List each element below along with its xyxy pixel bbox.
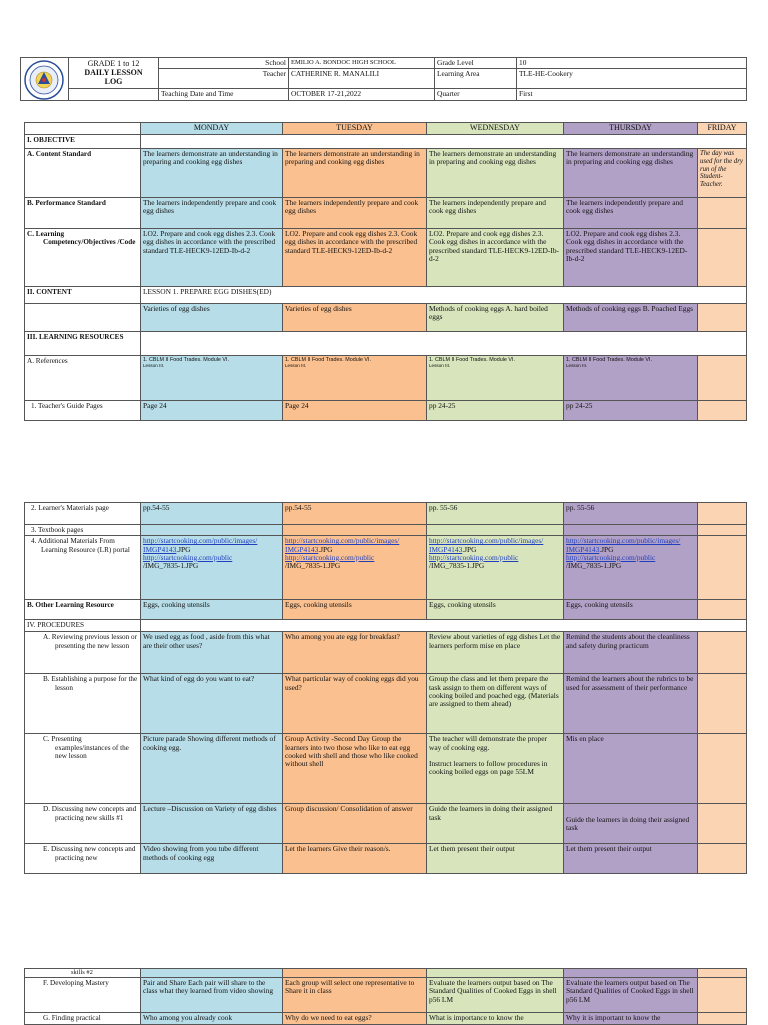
grade-level-value: 10 <box>517 58 747 69</box>
link-img-wed-b[interactable]: es/ IMGP4143 <box>429 536 544 554</box>
proc-c-label: C. Presenting examples/instances of the new lesson <box>25 734 141 804</box>
tg-tue: Page 24 <box>283 401 427 421</box>
proc-g-tue: Why do we need to eat eggs? <box>283 1013 427 1025</box>
day-thursday: THURSDAY <box>564 123 698 135</box>
proc-c-wed-1: The teacher will demonstrate the proper way of cooking egg. <box>429 734 547 752</box>
competency-mon: LO2. Prepare and cook egg dishes 2.3. Cook egg dishes in accordance with the prescribed standard TLE-HECK9-12ED-Ib-d-2 <box>141 229 283 287</box>
references-label: A. References <box>25 356 141 401</box>
content-standard-wed: The learners demonstrate an understanding in preparing and cooking egg dishes <box>427 149 564 198</box>
link-img-mon-b[interactable]: es/ IMGP4143 <box>143 536 258 554</box>
link-img-tue-b[interactable]: es/ IMGP4143 <box>285 536 400 554</box>
tg-wed: pp 24-25 <box>427 401 564 421</box>
proc-d-tue: Group discussion/ Consolidation of answer <box>283 804 427 844</box>
other-mon: Eggs, cooking utensils <box>141 600 283 620</box>
tg-thu: pp 24-25 <box>564 401 698 421</box>
ref-mon: 1. CBLM II Food Trades. Module VI. <box>143 357 229 363</box>
topic-thu: Methods of cooking eggs B. Poached Eggs <box>564 304 698 332</box>
proc-g-wed: What is importance to know the <box>427 1013 564 1025</box>
day-wednesday: WEDNESDAY <box>427 123 564 135</box>
skills2-label: skills #2 <box>25 969 141 978</box>
performance-mon: The learners independently prepare and cook egg dishes <box>141 198 283 229</box>
grade-level-label: Grade Level <box>435 58 517 69</box>
day-tuesday: TUESDAY <box>283 123 427 135</box>
lm-wed: pp. 55-56 <box>427 503 564 525</box>
tb-label: 3. Textbook pages <box>25 525 141 536</box>
proc-e-mon: Video showing from you tube different methods of cooking egg <box>141 844 283 874</box>
link-ext-thu: .JPG <box>599 544 614 554</box>
lesson-table-3 <box>24 968 747 1025</box>
proc-g-mon: Who among you already cook <box>141 1013 283 1025</box>
date-label: Teaching Date and Time <box>159 89 289 101</box>
lesson-table-2 <box>24 502 747 874</box>
proc-a-thu: Remind the students about the cleanliness and safety during practicum <box>564 632 698 674</box>
proc-b-label: B. Establishing a purpose for the lesson <box>25 674 141 734</box>
proc-b-thu: Remind the learners about the rubrics to be used for assessment of their performance <box>564 674 698 734</box>
proc-a-mon: We used egg as food , aside from this what are their other uses? <box>141 632 283 674</box>
proc-d-thu: Guide the learners in doing their assigned task <box>564 804 698 844</box>
performance-tue: The learners independently prepare and cook egg dishes <box>283 198 427 229</box>
header-table <box>20 57 747 101</box>
content-standard-thu: The learners demonstrate an understanding in preparing and cooking egg dishes <box>564 149 698 198</box>
topic-wed: Methods of cooking eggs A. hard boiled eggs <box>427 304 564 332</box>
ref-mon-lesson: Lesson III. <box>143 363 165 369</box>
link2-tue-b: /IMG_7835-1.JPG <box>285 561 341 571</box>
proc-f-thu: Evaluate the learners output based on The Standard Qualities of Cooked Eggs in shell p56 LM <box>564 978 698 1013</box>
proc-e-tue: Let the learners Give their reason/s. <box>283 844 427 874</box>
proc-c-wed-2: Instruct learners to follow procedures in cooking boiled eggs on page 55LM <box>429 758 548 777</box>
link-ext-wed: .JPG <box>462 544 477 554</box>
learning-area-value: TLE-HE-Cookery <box>517 69 747 89</box>
proc-e-wed: Let them present their output <box>427 844 564 874</box>
tg-mon: Page 24 <box>141 401 283 421</box>
dll-title-2: LOG <box>104 77 123 86</box>
day-monday: MONDAY <box>141 123 283 135</box>
resources-heading: III. LEARNING RESOURCES <box>25 332 141 356</box>
performance-wed: The learners independently prepare and cook egg dishes <box>427 198 564 229</box>
proc-f-mon: Pair and Share Each pair will share to the class what they learned from video showing <box>141 978 283 1013</box>
other-tue: Eggs, cooking utensils <box>283 600 427 620</box>
link-ext-tue: .JPG <box>318 544 333 554</box>
quarter-value: First <box>517 89 747 101</box>
content-standard-tue: The learners demonstrate an understanding in preparing and cooking egg dishes <box>283 149 427 198</box>
link-img-thu[interactable]: http://startcooking.com/public/imag <box>566 536 673 546</box>
proc-a-wed: Review about varieties of egg dishes Let the learners perform mise en place <box>427 632 564 674</box>
teacher-value: CATHERINE R. MANALILI <box>289 69 435 89</box>
ref-thu-lesson: Lesson III. <box>566 363 588 369</box>
lm-mon: pp.54-55 <box>141 503 283 525</box>
ref-wed: 1. CBLM II Food Trades. Module VI. <box>429 357 515 363</box>
quarter-label: Quarter <box>435 89 517 101</box>
ref-tue-lesson: Lesson III. <box>285 363 307 369</box>
other-resource-label: B. Other Learning Resource <box>25 600 141 620</box>
lesson-table-1 <box>24 122 747 421</box>
performance-standard-label: B. Performance Standard <box>25 198 141 229</box>
friday-note: The day was used for the dry run of the Student-Teacher. <box>698 149 747 198</box>
proc-e-thu: Let them present their output <box>564 844 698 874</box>
lm-thu: pp. 55-56 <box>564 503 698 525</box>
proc-f-tue: Each group will select one representative to Share it in class <box>283 978 427 1013</box>
proc-f-wed: Evaluate the learners output based on The Standard Qualities of Cooked Eggs in shell p56 LM <box>427 978 564 1013</box>
date-value: OCTOBER 17-21,2022 <box>289 89 435 101</box>
proc-d-label: D. Discussing new concepts and practicing new skills #1 <box>25 804 141 844</box>
topic-tue: Varieties of egg dishes <box>283 304 427 332</box>
other-thu: Eggs, cooking utensils <box>564 600 698 620</box>
proc-g-label: G. Finding practical <box>25 1013 141 1025</box>
link2-thu-b: /IMG_7835-1.JPG <box>566 561 622 571</box>
grade-range: GRADE 1 to 12 <box>87 59 140 68</box>
link-img-mon[interactable]: http://startcooking.com/public/imag <box>143 536 250 546</box>
link-ext-mon: .JPG <box>176 544 191 554</box>
link2-wed-b: /IMG_7835-1.JPG <box>429 561 485 571</box>
competency-tue: LO2. Prepare and cook egg dishes 2.3. Cook egg dishes in accordance with the prescribed standard TLE-HECK9-12ED-Ib-d-2 <box>283 229 427 287</box>
content-standard-label: A. Content Standard <box>25 149 141 198</box>
link2-thu[interactable]: http://startcooking.com/public <box>566 552 656 562</box>
tg-label: 1. Teacher's Guide Pages <box>25 401 141 421</box>
proc-b-tue: What particular way of cooking eggs did you used? <box>283 674 427 734</box>
proc-g-thu: Why it is important to know the <box>564 1013 698 1025</box>
link2-wed[interactable]: http://startcooking.com/public <box>429 552 519 562</box>
proc-e-label: E. Discussing new concepts and practicing new <box>25 844 141 874</box>
proc-c-mon: Picture parade Showing different methods of cooking egg. <box>141 734 283 804</box>
proc-c-thu: Mis en place <box>564 734 698 804</box>
other-wed: Eggs, cooking utensils <box>427 600 564 620</box>
proc-a-tue: Who among you ate egg for breakfast? <box>283 632 427 674</box>
proc-a-label: A. Reviewing previous lesson or presenting the new lesson <box>25 632 141 674</box>
performance-thu: The learners independently prepare and cook egg dishes <box>564 198 698 229</box>
content-value: LESSON 1. PREPARE EGG DISHES(ED) <box>141 287 747 304</box>
proc-b-mon: What kind of egg do you want to eat? <box>141 674 283 734</box>
link2-tue[interactable]: http://startcooking.com/public <box>285 552 375 562</box>
link2-mon-b: /IMG_7835-1.JPG <box>143 561 199 571</box>
school-label: School <box>159 58 289 69</box>
content-heading: II. CONTENT <box>25 287 141 304</box>
proc-c-tue: Group Activity -Second Day Group the learners into two those who like to eat egg cooked with shell and those who like cooked without shell <box>283 734 427 804</box>
lm-label: 2. Learner's Materials page <box>25 503 141 525</box>
teacher-label: Teacher <box>159 69 289 89</box>
proc-d-mon: Lecture –Discussion on Variety of egg dishes <box>141 804 283 844</box>
ref-wed-lesson: Lesson III. <box>429 363 451 369</box>
proc-f-label: F. Developing Mastery <box>25 978 141 1013</box>
lm-tue: pp.54-55 <box>283 503 427 525</box>
procedures-heading: IV. PROCEDURES <box>25 620 141 632</box>
additional-materials-label: 4. Additional Materials From Learning Resource (LR) portal <box>25 536 141 600</box>
content-standard-mon: The learners demonstrate an understanding in preparing and cooking egg dishes <box>141 149 283 198</box>
dll-title: DAILY LESSON <box>84 68 143 77</box>
proc-b-wed: Group the class and let them prepare the task assign to them on different ways of cooking boiled and poached egg. (Materials are assigned to them ahead) <box>427 674 564 734</box>
competency-label: C. Learning Competency/Objectives /Code <box>25 229 141 287</box>
link-img-tue[interactable]: http://startcooking.com/public/imag <box>285 536 392 546</box>
proc-d-wed: Guide the learners in doing their assigned task <box>427 804 564 844</box>
ref-tue: 1. CBLM II Food Trades. Module VI. <box>285 357 371 363</box>
learning-area-label: Learning Area <box>435 69 517 89</box>
school-value: EMILIO A. BONDOC HIGH SCHOOL <box>289 58 435 69</box>
link-img-thu-b[interactable]: es/ IMGP4143 <box>566 536 681 554</box>
competency-wed: LO2. Prepare and cook egg dishes 2.3. Cook egg dishes in accordance with the prescribed standard TLE-HECK9-12ED-Ib-d-2 <box>427 229 564 287</box>
link-img-wed[interactable]: http://startcooking.com/public/imag <box>429 536 536 546</box>
link2-mon[interactable]: http://startcooking.com/public <box>143 552 233 562</box>
day-friday: FRIDAY <box>698 123 747 135</box>
ref-thu: 1. CBLM II Food Trades. Module VI. <box>566 357 652 363</box>
competency-thu: LO2. Prepare and cook egg dishes 2.3. Cook egg dishes in accordance with the prescribed standard TLE-HECK9-12ED-Ib-d-2 <box>564 229 698 287</box>
objective-heading: I. OBJECTIVE <box>25 135 141 149</box>
topic-mon: Varieties of egg dishes <box>141 304 283 332</box>
